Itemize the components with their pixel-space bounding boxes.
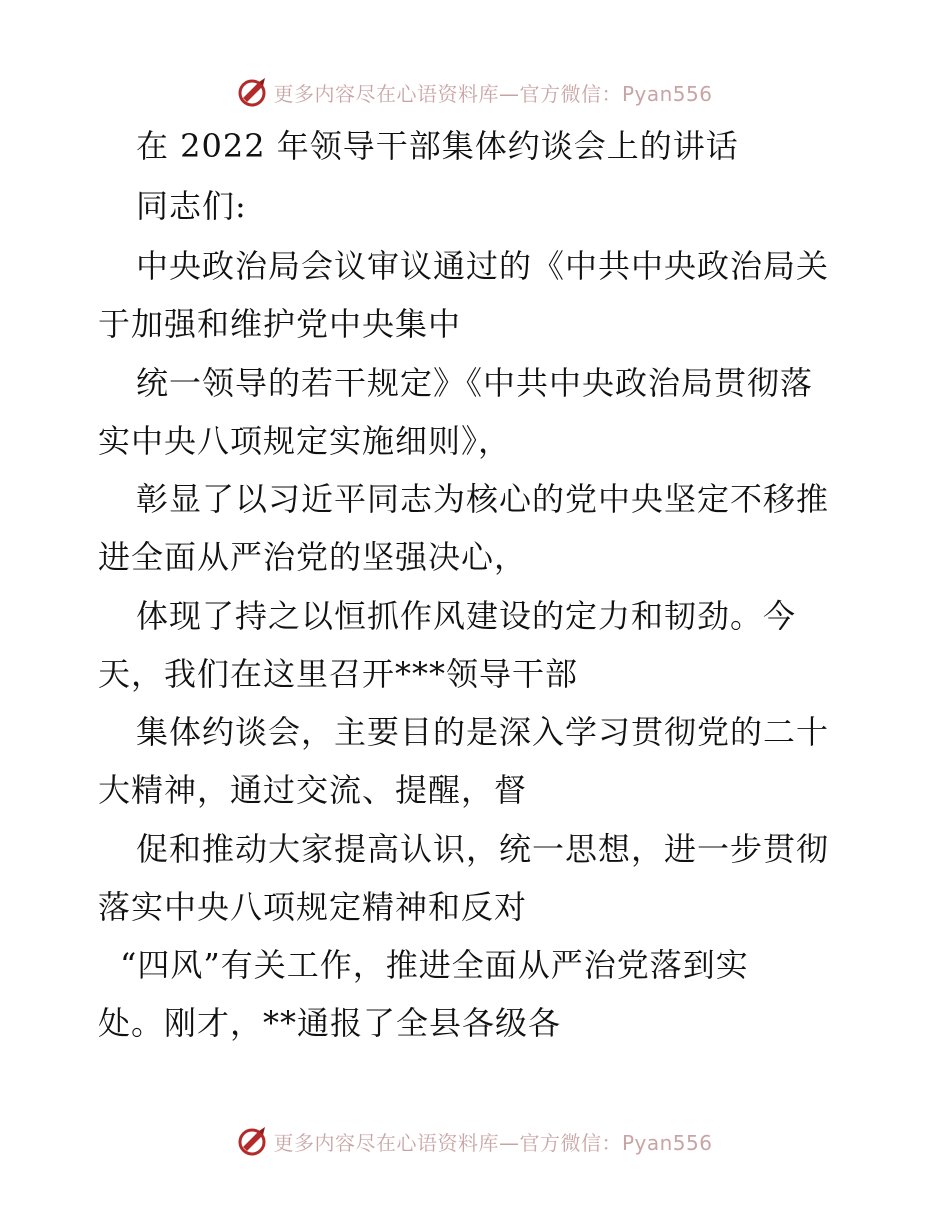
paragraph-line: 于加强和维护党中央集中 — [98, 305, 462, 343]
paragraph-line: “四风”有关工作，推进全面从严治党落到实 — [120, 946, 749, 984]
paragraph-line: 体现了持之以恒抓作风建设的定力和韧劲。今 — [136, 597, 797, 635]
paragraph-line: 进全面从严治党的坚强决心， — [98, 538, 528, 576]
footer-watermark-banner — [0, 1121, 950, 1161]
paragraph-line: 彰显了以习近平同志为核心的党中央坚定不移推 — [136, 480, 830, 518]
paragraph-line: 落实中央八项规定精神和反对 — [98, 888, 528, 926]
salutation: 同志们: — [136, 187, 247, 225]
paragraph-line: 天，我们在这里召开***领导干部 — [98, 655, 579, 693]
quill-logo-icon — [237, 1125, 269, 1157]
paragraph-line: 大精神，通过交流、提醒，督 — [98, 771, 528, 809]
paragraph-line: 促和推动大家提高认识，统一思想，进一步贯彻 — [136, 830, 830, 868]
footer-banner-text: 更多内容尽在心语资料库—官方微信：Pyan556 — [273, 1130, 713, 1155]
paragraph-line: 集体约谈会，主要目的是深入学习贯彻党的二十 — [136, 713, 830, 751]
header-banner-text: 更多内容尽在心语资料库—官方微信：Pyan556 — [273, 81, 713, 106]
paragraph-line: 统一领导的若干规定》《中共中央政治局贯彻落 — [136, 364, 814, 402]
paragraph-line: 中央政治局会议审议通过的《中共中央政治局关 — [136, 247, 830, 285]
document-title: 在 2022 年领导干部集体约谈会上的讲话 — [136, 127, 739, 165]
paragraph-line: 处。刚才，**通报了全县各级各 — [98, 1004, 562, 1042]
paragraph-line: 实中央八项规定实施细则》， — [98, 422, 512, 460]
